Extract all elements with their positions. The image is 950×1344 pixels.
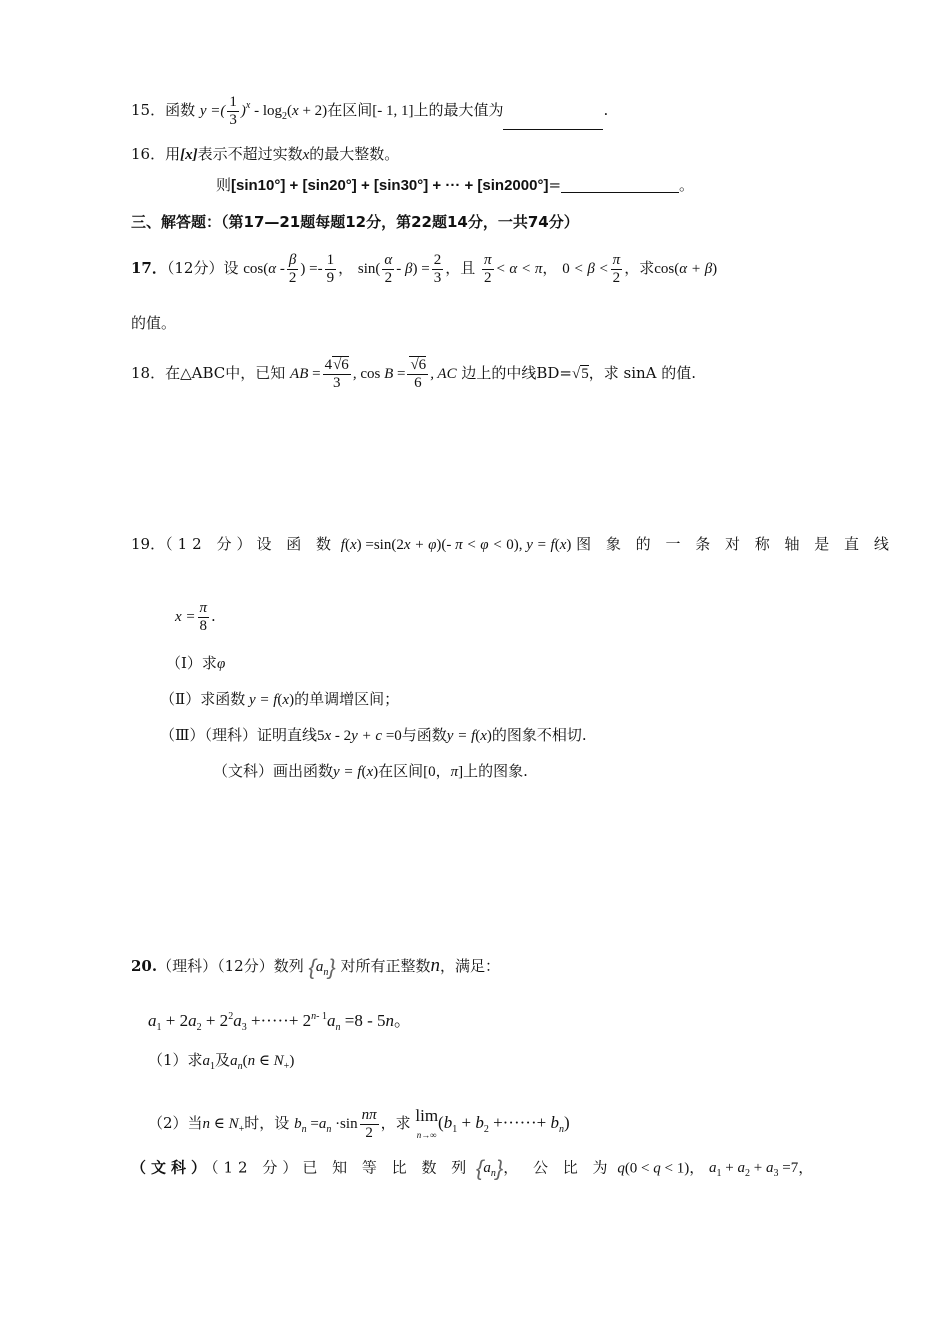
q19-part-2-text-a: （Ⅱ）求函数: [160, 690, 246, 708]
q19-part-2: [160, 692, 399, 708]
q16-text-3: 的最大整数。: [309, 145, 400, 163]
q15-text-3: 上的最大值为: [413, 101, 504, 120]
q15-line: [131, 94, 608, 130]
q16-number: 16．: [131, 145, 166, 163]
section-3-heading: 三、解答题：（第17—21题每题12分，第22题14分，一共74分）: [131, 213, 579, 231]
q20-sequence-an: $\{a_n\}$: [308, 954, 336, 980]
q20-text-1: 数列: [273, 957, 304, 975]
q20-eq-end: 。: [394, 1011, 412, 1031]
q17-sep: ，: [338, 259, 354, 278]
q20-score: （12分）: [217, 957, 274, 975]
q16-line-2: [216, 178, 694, 193]
q18-text-3: ，求 sinA 的值.: [588, 364, 697, 383]
q19-phi: φ: [216, 656, 226, 672]
q17-text-3: ，求: [624, 259, 655, 278]
q20-part-2-text-a: （2）当: [148, 1114, 203, 1133]
q19-line-2: [175, 600, 216, 636]
q15-interval: [- 1, 1]: [372, 103, 414, 120]
q15-text-1: 函数: [165, 101, 196, 120]
q16-text-4: 则: [216, 176, 232, 194]
q18-number: 18．: [131, 364, 166, 383]
q15-end: .: [603, 101, 609, 120]
q19-end: .: [211, 607, 216, 626]
q20-a1: $a_1$: [202, 1053, 216, 1072]
q17-text-2: ，且: [445, 259, 476, 278]
q15-text-2: 在区间: [327, 101, 373, 120]
q17-line-1: [131, 252, 717, 288]
q19-score: （12 分）: [165, 535, 257, 553]
q17-text-1: 设: [223, 259, 239, 278]
q20-wen-end: ，: [798, 1158, 814, 1177]
q19-part-3-text-a: （Ⅲ）（理科）证明直线: [160, 726, 317, 744]
q18-text-1: 在△ABC中，已知: [165, 364, 286, 383]
q19-line-formula: 5x - 2y + c =0: [316, 728, 402, 744]
q19-part-2-text-b: 的单调增区间；: [294, 690, 400, 708]
q20-wen-comma: ，: [689, 1158, 705, 1177]
q19-text-2: 图 象 的 一 条 对 称 轴 是 直 线: [576, 535, 894, 553]
q17-sep-2: ，: [542, 259, 558, 278]
q20-part-1-text-b: 及: [215, 1051, 231, 1069]
q20-wen-line: [131, 1158, 813, 1180]
q20-part-1: [148, 1053, 294, 1072]
q19-function: f(x) =sin(2x + φ)(- π < φ < 0), y = f(x): [340, 537, 572, 553]
q19-part-4-text-a: （文科）画出函数: [213, 762, 334, 780]
q16-variable-x: x: [302, 147, 310, 163]
q19-axis-formula: x = $\frac{\pi}{8}$: [175, 600, 208, 635]
q20-bn-formula: $b_n =a_n \cdot\sin$ $\frac{n\pi}{2}$: [294, 1107, 377, 1142]
q20-part-2: [148, 1107, 570, 1143]
q19-line-1: [131, 537, 894, 553]
q20-wen-text-1: 已 知 等 比 数 列: [302, 1158, 472, 1177]
q19-part-3: [160, 728, 587, 744]
q20-limit-formula: lim $n\to\infty(b_1 + b_2$ +······+ $b_n$): [415, 1106, 570, 1141]
q20-wen-text-2: ， 公 比 为: [503, 1158, 613, 1177]
q17-line-2: 的值。: [131, 314, 177, 332]
q17-target: cos(α + β): [654, 261, 718, 278]
q16-end: 。: [679, 176, 695, 194]
q20-line-1: [131, 956, 500, 979]
q18-line: [131, 357, 696, 393]
q19-part-4-function: y = f(x): [333, 764, 379, 780]
q17-range-alpha: $\frac{\pi}{2}$ < α < π: [484, 252, 543, 287]
q20-n-in-N: n ∈ $N_+$: [202, 1116, 245, 1136]
q20-wen-label: （文科）: [131, 1158, 212, 1177]
q16-answer-blank[interactable]: [561, 178, 679, 193]
q16-sum-expression: [sin10°] + [sin20°] + [sin30°] + ··· + [sin2000°]: [231, 177, 549, 194]
q16-floor-symbol: [x]: [180, 147, 198, 163]
q20-text-2: 对所有正整数: [340, 957, 431, 975]
q17-condition-2: sin( $\frac{\alpha}{2}$ - β) = $\frac{2}{3}$: [357, 252, 442, 287]
q19-part-1-text: （Ⅰ）求: [166, 654, 217, 672]
q20-sum-formula: $a_1 + 2a_2 + 2^2a_3$ +·····+ $2^{n- 1}a_n =8 - 5n$: [148, 1011, 395, 1033]
q16-text-1: 用: [165, 145, 181, 163]
q20-number: 20.: [131, 957, 158, 975]
q15-answer-blank[interactable]: [503, 115, 603, 130]
q19-part-4-text-c: 上的图象.: [463, 762, 528, 780]
q20-part-1-text-a: （1）求: [148, 1051, 203, 1069]
q20-an-formula: $a_n(n$ ∈ $N_+$): [230, 1053, 295, 1072]
q17-range-beta: 0 < β < $\frac{\pi}{2}$: [562, 252, 621, 287]
q20-wen-score: （12 分）: [211, 1158, 303, 1177]
q20-wen-sum: $a_1 + a_2 + a_3 =7$: [709, 1160, 799, 1180]
q18-given-formula: AB = $\frac{4√6}{3}$ , cos B = $\frac{√6}{6}$ , AC: [290, 357, 457, 392]
q16-text-2: 表示不超过实数: [197, 145, 303, 163]
q19-text-1: 设 函 数: [256, 535, 336, 553]
q19-part-1: [166, 656, 225, 672]
q19-part-2-formula: y = f(x): [245, 692, 295, 708]
q19-part-4-text-b: 在区间: [378, 762, 424, 780]
q17-condition-1: cos(α - $\frac{\beta}{2}$ ) =- $\frac{1}{9}$: [243, 252, 335, 287]
q16-line-1: [131, 147, 399, 163]
q20-wen-sequence: $\{a_n\}$: [476, 1156, 504, 1181]
q20-like: （理科）: [157, 957, 218, 975]
q19-number: 19．: [131, 535, 166, 553]
q20-variable-n: n: [430, 955, 441, 976]
q20-part-2-text-c: ，求: [380, 1114, 411, 1133]
q20-equation: [148, 1012, 411, 1033]
q19-part-3-function: y = f(x): [446, 728, 492, 744]
q19-part-4: [213, 764, 528, 780]
q19-part-3-text-b: 与函数: [401, 726, 447, 744]
q17-score: （12分）: [166, 259, 224, 278]
q15-function-formula: y =( $\frac{1}{3}$ )$^x - \log_2(x + 2)$: [199, 94, 328, 129]
q15-number: 15．: [131, 101, 166, 120]
q20-wen-ratio: q(0 < q < 1): [617, 1160, 690, 1177]
q19-part-3-text-c: 的图象不相切.: [491, 726, 587, 744]
q19-part-4-interval: [0，π]: [423, 764, 464, 780]
q17-number: 17．: [131, 259, 167, 278]
q16-equals: =: [548, 176, 562, 194]
q20-part-2-text-b: 时，设: [244, 1114, 290, 1133]
q20-text-3: ，满足：: [440, 957, 501, 975]
q18-sqrt5: √5: [572, 366, 589, 383]
q18-text-2: 边上的中线BD=: [461, 364, 572, 383]
